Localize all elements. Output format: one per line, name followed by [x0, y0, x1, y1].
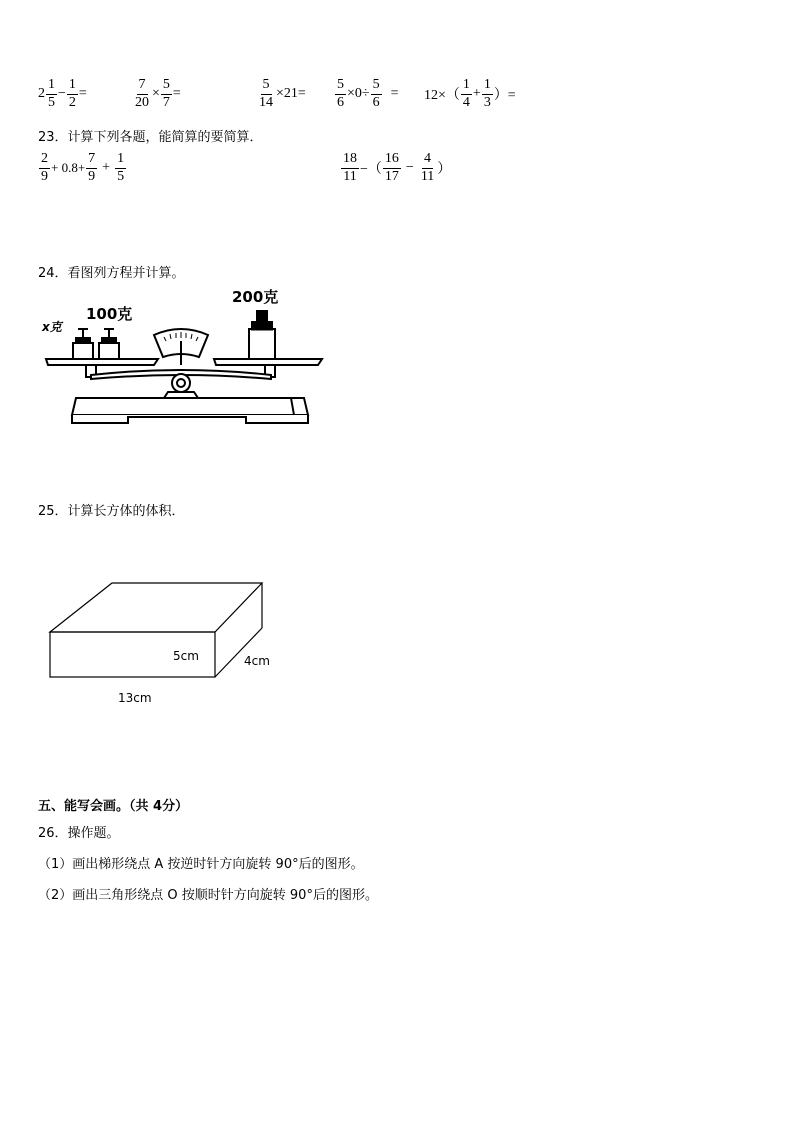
fraction: $\frac{2}{9}$	[41, 151, 48, 184]
fraction: $\frac{7}{20}$	[135, 77, 149, 110]
balance-scale-illustration	[36, 285, 336, 430]
cuboid-outline	[50, 583, 262, 677]
fraction: $\frac{7}{9}$	[88, 151, 96, 184]
expr-times-zero-divide	[334, 78, 399, 110]
q23-right-expression	[340, 152, 451, 184]
200-gram-label: 200克	[232, 288, 279, 306]
question-24-prompt: 24．看图列方程并计算。	[38, 266, 185, 281]
question-26-item-1: （1）画出梯形绕点 A 按逆时针方向旋转 90°后的图形。	[38, 857, 364, 872]
scale-base	[72, 398, 308, 423]
operator: ×0÷	[347, 86, 370, 102]
question-26-prompt: 26．操作题。	[38, 826, 120, 841]
balance-beam	[91, 370, 271, 398]
100-gram-label: 100克	[86, 305, 133, 323]
question-25-prompt: 25．计算长方体的体积．	[38, 504, 185, 519]
cuboid-figure	[40, 575, 300, 715]
depth-label: 4cm	[244, 654, 270, 668]
whole-number: 2	[38, 86, 45, 102]
fraction: $\frac{1}{2}$	[68, 77, 76, 110]
q23-left-expression	[38, 152, 127, 184]
scale-dial	[154, 329, 208, 365]
fraction: $\frac{5}{6}$	[337, 77, 344, 110]
fraction: $\frac{18}{11}$	[343, 151, 357, 184]
fraction: $\frac{1}{3}$	[483, 77, 491, 110]
operator: + 0.8+	[51, 160, 86, 176]
fraction: $\frac{4}{11}$	[420, 151, 435, 184]
operator: −	[405, 160, 414, 176]
length-label: 13cm	[118, 691, 152, 705]
section-5-heading: 五、能写会画。（共 4分）	[38, 799, 189, 814]
fraction: $\frac{1}{4}$	[462, 77, 470, 110]
expr-fraction-multiplication	[132, 78, 181, 110]
fraction: $\frac{16}{17}$	[384, 151, 399, 184]
expr-distributive	[424, 78, 516, 110]
operator: +	[472, 86, 481, 102]
x-gram-label: x克	[42, 320, 62, 334]
operator: +	[102, 160, 111, 176]
expression-tail: ×21=	[276, 86, 306, 102]
operator: ）	[437, 162, 452, 178]
height-label: 5cm	[173, 649, 199, 663]
fraction: $\frac{1}{5}$	[48, 77, 55, 110]
question-23-prompt: 23．计算下列各题，能简算的要简算．	[38, 130, 263, 145]
expression-prefix: 12×（	[424, 88, 460, 104]
expression-suffix: ）=	[493, 88, 516, 104]
equals-sign: =	[390, 86, 399, 102]
operator: −	[58, 86, 66, 102]
expr-fraction-times-integer	[256, 78, 306, 110]
operator: −（	[360, 162, 382, 178]
expr-mixed-subtraction	[38, 78, 87, 110]
operator: ×	[152, 86, 160, 102]
equals-sign: =	[172, 86, 181, 102]
fraction: $\frac{5}{6}$	[372, 77, 380, 110]
question-26-item-2: （2）画出三角形绕点 O 按顺时针方向旋转 90°后的图形。	[38, 888, 378, 903]
fraction: $\frac{5}{14}$	[259, 77, 273, 110]
100-gram-weight	[99, 329, 119, 359]
x-gram-weight	[73, 329, 93, 359]
200-gram-weight	[249, 311, 275, 359]
fraction: $\frac{1}{5}$	[117, 151, 125, 184]
fraction: $\frac{5}{7}$	[162, 77, 170, 110]
equals-sign: =	[78, 86, 87, 102]
